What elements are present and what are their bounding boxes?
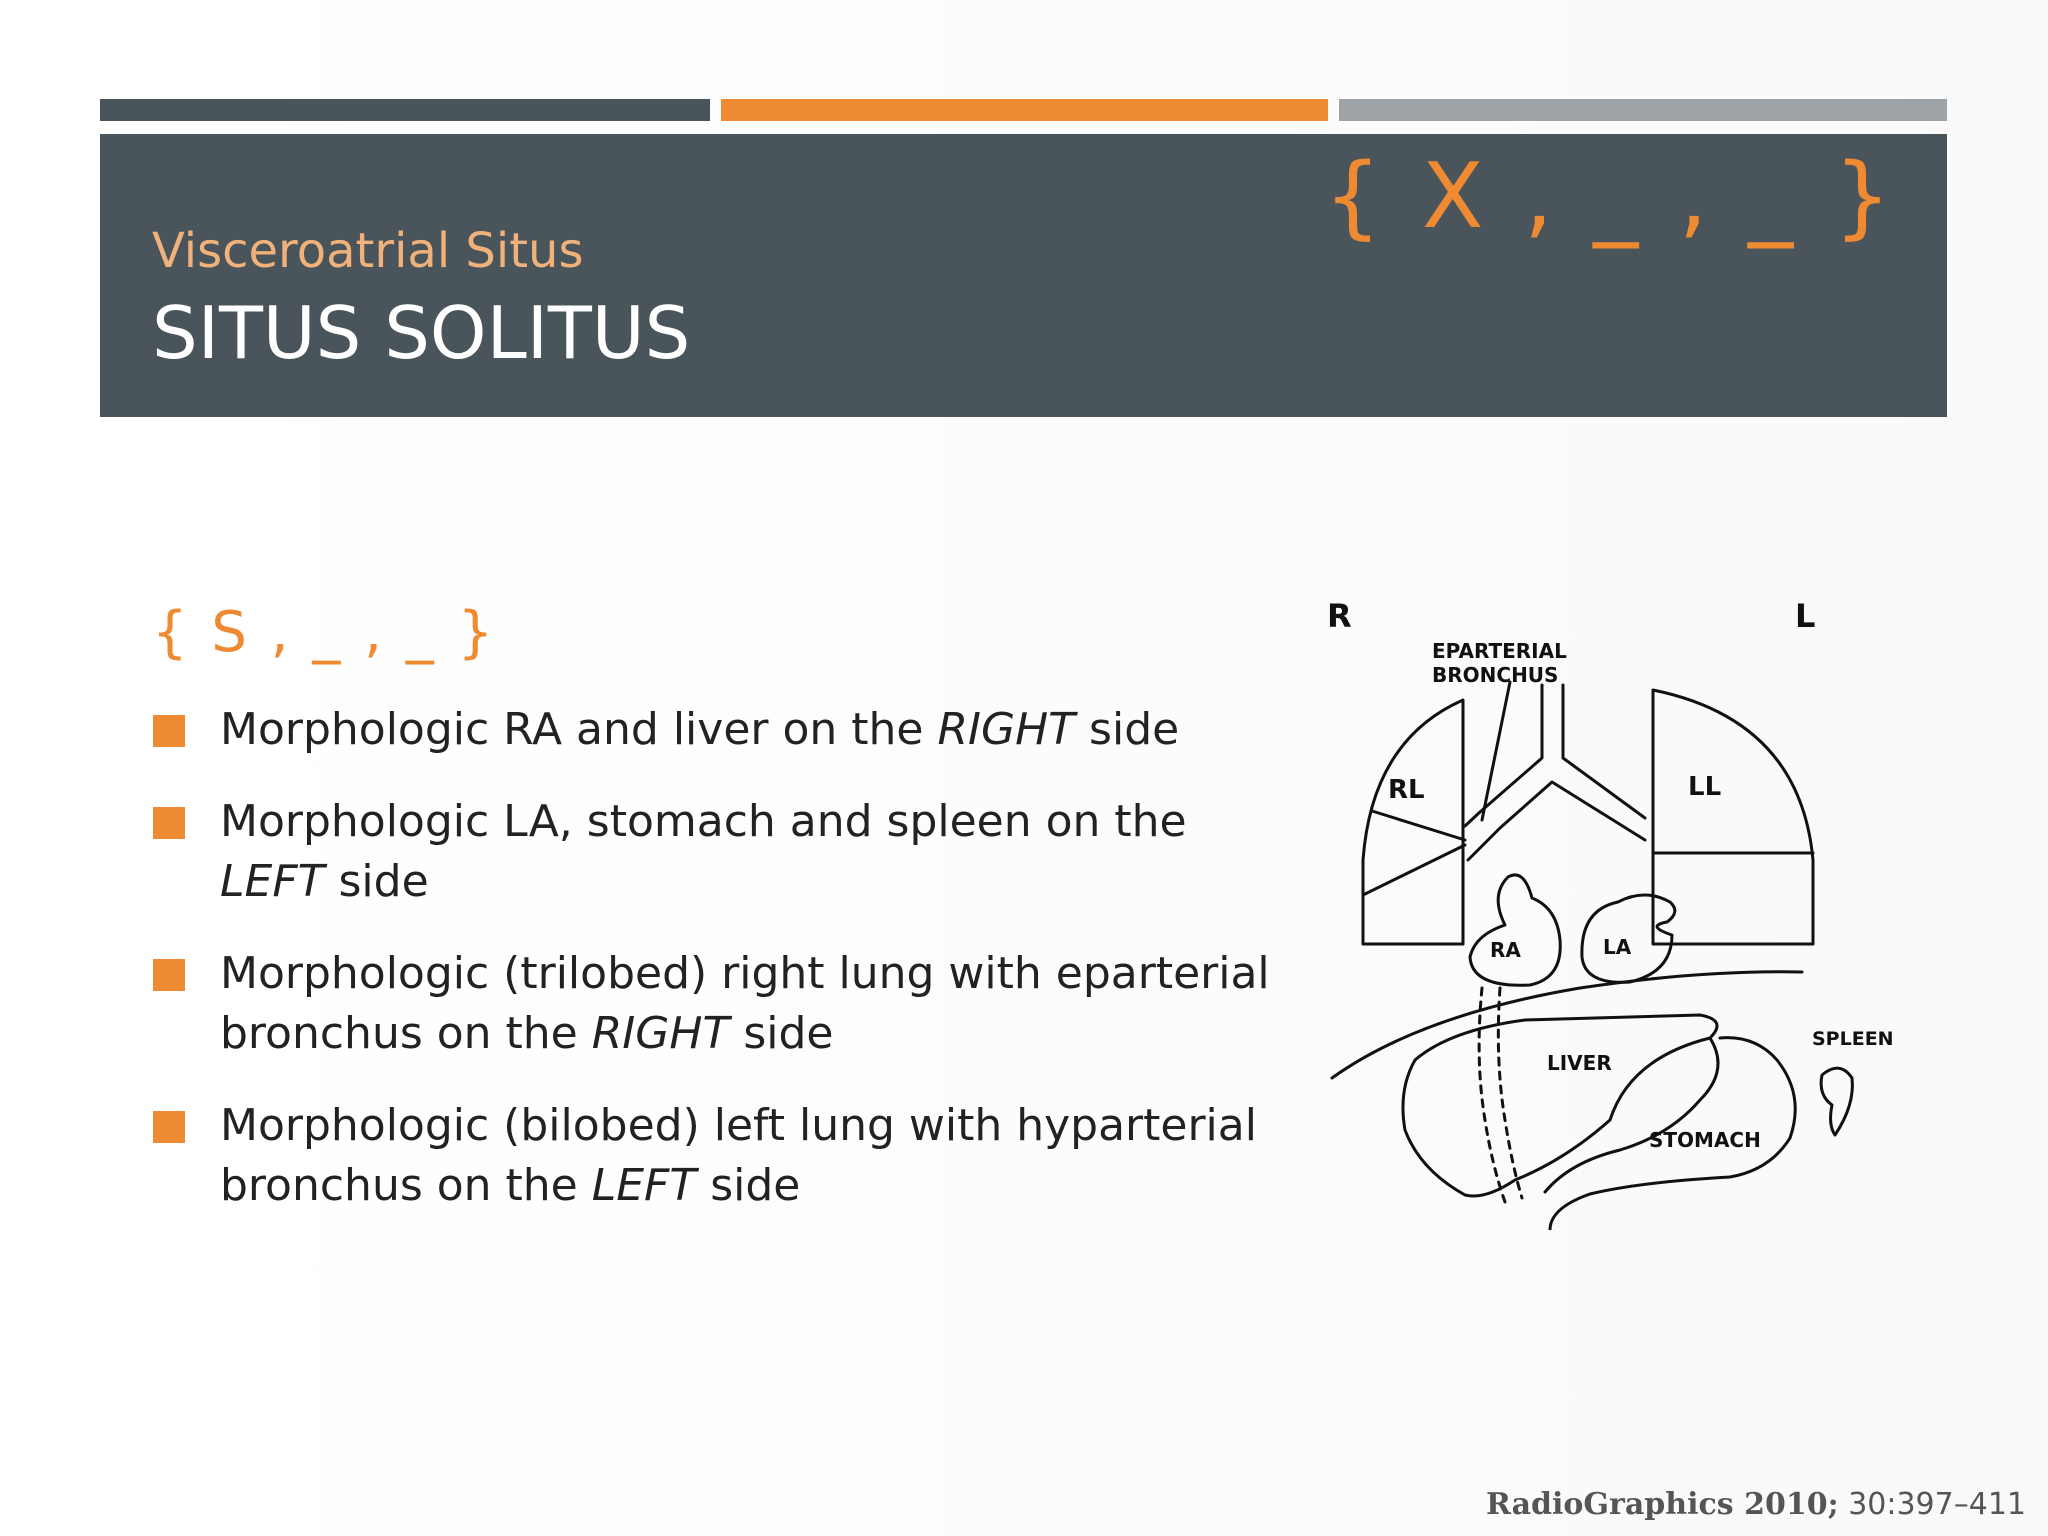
bronchus-inner [1468, 782, 1645, 860]
citation [1486, 1487, 2026, 1522]
accent-bar-orange [721, 99, 1328, 121]
liver-outline [1403, 1015, 1717, 1196]
label-liver: LIVER [1547, 1051, 1612, 1075]
bullet-square-icon [153, 1111, 185, 1143]
left-lung-outline [1653, 690, 1813, 944]
bullet-item: Morphologic (bilobed) left lung with hyparterial bronchus on the LEFT side [153, 1096, 1283, 1216]
bullet-list [153, 700, 1283, 1248]
bullet-square-icon [153, 715, 185, 747]
label-la: LA [1603, 935, 1632, 959]
spleen-outline [1821, 1068, 1852, 1135]
label-r: R [1327, 597, 1352, 635]
header-notation: { X , _ , _ } [1323, 144, 1897, 249]
label-rl: RL [1388, 775, 1425, 805]
right-lung-fissure-upper [1372, 811, 1465, 840]
accent-bar-dark [100, 99, 710, 121]
right-atrium [1470, 875, 1560, 985]
citation-journal: RadioGraphics 2010; [1485, 1487, 1839, 1522]
label-eparterial-1: EPARTERIAL [1432, 639, 1567, 663]
bullet-square-icon [153, 959, 185, 991]
slide-subtitle: Visceroatrial Situs [152, 223, 584, 279]
ivc-dashed-left [1479, 988, 1505, 1202]
anatomy-diagram [1300, 590, 1930, 1230]
label-ra: RA [1490, 938, 1521, 962]
accent-bar-gray [1339, 99, 1947, 121]
citation-ref: 30:397–411 [1838, 1487, 2026, 1522]
bullet-item: Morphologic (trilobed) right lung with eparterial bronchus on the RIGHT side [153, 944, 1283, 1064]
right-lung-fissure-lower [1363, 845, 1465, 895]
label-spleen: SPLEEN [1812, 1028, 1894, 1050]
label-eparterial-2: BRONCHUS [1432, 663, 1559, 687]
situs-notation: { S , _ , _ } [152, 600, 497, 665]
slide-title: SITUS SOLITUS [152, 291, 691, 375]
bullet-item: Morphologic LA, stomach and spleen on the LEFT side [153, 792, 1283, 912]
right-lung-outline [1363, 700, 1463, 944]
label-stomach: STOMACH [1649, 1128, 1761, 1152]
trachea [1465, 685, 1645, 826]
bullet-square-icon [153, 807, 185, 839]
label-l: L [1795, 597, 1816, 635]
label-ll: LL [1688, 772, 1722, 802]
bullet-item: Morphologic RA and liver on the RIGHT side [153, 700, 1283, 760]
title-banner [100, 134, 1947, 417]
